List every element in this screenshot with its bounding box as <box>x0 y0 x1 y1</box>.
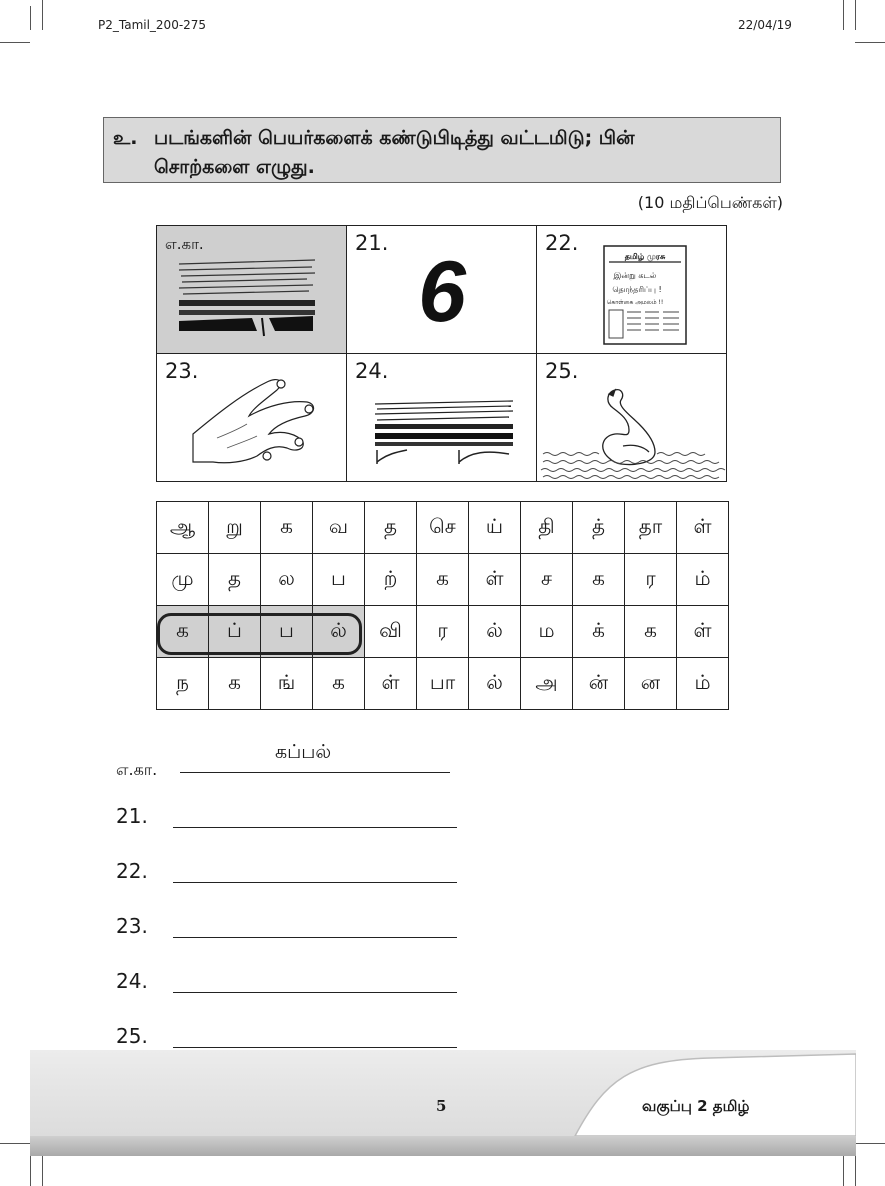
answer-label-25: 25. <box>116 1024 148 1048</box>
picture-label: 21. <box>355 231 389 255</box>
letter-cell[interactable]: க் <box>573 606 625 658</box>
letter-cell[interactable]: ப <box>313 554 365 606</box>
letter-cell[interactable]: தி <box>521 502 573 554</box>
letter-cell[interactable]: மு <box>157 554 209 606</box>
letter-cell[interactable]: வ <box>313 502 365 554</box>
newspaper-headline: தொந்தரிப்பு ! <box>612 285 662 294</box>
letter-cell[interactable]: க <box>313 658 365 710</box>
answer-line-24[interactable] <box>173 992 457 993</box>
wooden-bridge-icon <box>347 354 536 481</box>
crop-mark <box>855 0 856 30</box>
picture-cell-24 <box>347 354 537 482</box>
ship-icon <box>157 226 346 353</box>
answer-label-example: எ.கா. <box>116 760 158 779</box>
letter-cell[interactable]: க <box>573 554 625 606</box>
letter-cell[interactable]: ர <box>625 554 677 606</box>
picture-cell-21 <box>347 226 537 354</box>
picture-cell-22 <box>537 226 727 354</box>
crop-mark <box>843 1156 844 1186</box>
crop-mark <box>855 1156 856 1186</box>
letter-cell[interactable]: த <box>365 502 417 554</box>
letter-cell[interactable]: ற் <box>365 554 417 606</box>
file-name: P2_Tamil_200-275 <box>98 18 207 32</box>
letter-cell[interactable]: ள் <box>469 554 521 606</box>
example-word-circle <box>157 613 362 655</box>
letter-cell[interactable]: ச <box>521 554 573 606</box>
book-title: வகுப்பு 2 தமிழ் <box>642 1097 750 1115</box>
letter-cell[interactable]: ல <box>261 554 313 606</box>
letter-cell-circled[interactable]: க <box>157 606 209 658</box>
letter-cell[interactable]: க <box>417 554 469 606</box>
print-date: 22/04/19 <box>738 18 792 32</box>
letter-cell[interactable]: த் <box>573 502 625 554</box>
letter-cell[interactable]: ள் <box>677 502 729 554</box>
number-six-icon <box>347 226 536 353</box>
answer-line-22[interactable] <box>173 882 457 883</box>
answer-label-24: 24. <box>116 969 148 993</box>
letter-grid <box>156 501 729 710</box>
letter-cell[interactable]: ங் <box>261 658 313 710</box>
instruction-line-2: சொற்களை எழுது. <box>154 156 315 178</box>
letter-cell[interactable]: அ <box>521 658 573 710</box>
newspaper-headline: இன்று கடல் <box>613 271 657 280</box>
crop-mark <box>42 1156 43 1186</box>
instruction-box <box>103 117 781 183</box>
letter-cell[interactable]: த <box>209 554 261 606</box>
letter-cell[interactable]: செ <box>417 502 469 554</box>
letter-cell[interactable]: ஆ <box>157 502 209 554</box>
letter-cell[interactable]: ம் <box>677 658 729 710</box>
answer-line-example[interactable] <box>180 772 450 773</box>
letter-cell[interactable]: ம் <box>677 554 729 606</box>
letter-cell[interactable]: ய் <box>469 502 521 554</box>
instruction-line-1: படங்களின் பெயர்களைக் கண்டுபிடித்து வட்டமிடு; பின் <box>154 127 635 149</box>
picture-label: எ.கா. <box>165 235 204 253</box>
answer-line-23[interactable] <box>173 937 457 938</box>
crop-mark <box>30 1156 31 1186</box>
letter-cell[interactable]: ள் <box>365 658 417 710</box>
letter-cell[interactable]: ல் <box>469 606 521 658</box>
six-glyph: 6 <box>418 244 466 340</box>
answer-label-22: 22. <box>116 859 148 883</box>
letter-cell[interactable]: வி <box>365 606 417 658</box>
letter-cell[interactable]: க <box>625 606 677 658</box>
picture-label: 25. <box>545 359 579 383</box>
newspaper-icon <box>537 226 726 353</box>
newspaper-headline: கொள்கை அமலம் !! <box>606 299 664 306</box>
letter-cell[interactable]: க <box>261 502 313 554</box>
picture-label: 23. <box>165 359 199 383</box>
letter-cell[interactable]: க <box>209 658 261 710</box>
letter-cell[interactable]: ந <box>157 658 209 710</box>
picture-label: 24. <box>355 359 389 383</box>
answer-label-23: 23. <box>116 914 148 938</box>
page-number: 5 <box>436 1097 447 1115</box>
instruction-label: உ. <box>113 127 138 149</box>
crop-mark <box>843 0 844 30</box>
letter-cell[interactable]: ம <box>521 606 573 658</box>
picture-label: 22. <box>545 231 579 255</box>
letter-cell-circled[interactable]: ப் <box>209 606 261 658</box>
crop-mark <box>0 42 30 43</box>
crop-mark <box>30 6 31 30</box>
letter-cell[interactable]: ள் <box>677 606 729 658</box>
picture-cell-example <box>157 226 347 354</box>
letter-cell[interactable]: ன <box>625 658 677 710</box>
answer-line-21[interactable] <box>173 827 457 828</box>
letter-cell-circled[interactable]: ல் <box>313 606 365 658</box>
picture-cell-25 <box>537 354 727 482</box>
answer-line-25[interactable] <box>173 1047 457 1048</box>
swan-icon <box>537 354 726 481</box>
letter-cell[interactable]: பா <box>417 658 469 710</box>
newspaper-masthead: தமிழ் முரசு <box>624 252 666 261</box>
letter-cell[interactable]: ன் <box>573 658 625 710</box>
crop-mark <box>855 1143 885 1144</box>
picture-cell-23 <box>157 354 347 482</box>
crop-mark <box>0 1143 30 1144</box>
fingers-icon <box>157 354 346 481</box>
letter-cell[interactable]: ர <box>417 606 469 658</box>
marks-note: (10 மதிப்பெண்கள்) <box>637 193 783 212</box>
picture-grid <box>156 225 727 482</box>
letter-cell-circled[interactable]: ப <box>261 606 313 658</box>
letter-cell[interactable]: ல் <box>469 658 521 710</box>
letter-cell[interactable]: தா <box>625 502 677 554</box>
letter-cell[interactable]: று <box>209 502 261 554</box>
crop-mark <box>855 42 885 43</box>
crop-mark <box>42 0 43 30</box>
answer-example-value: கப்பல் <box>275 741 332 763</box>
answer-label-21: 21. <box>116 804 148 828</box>
